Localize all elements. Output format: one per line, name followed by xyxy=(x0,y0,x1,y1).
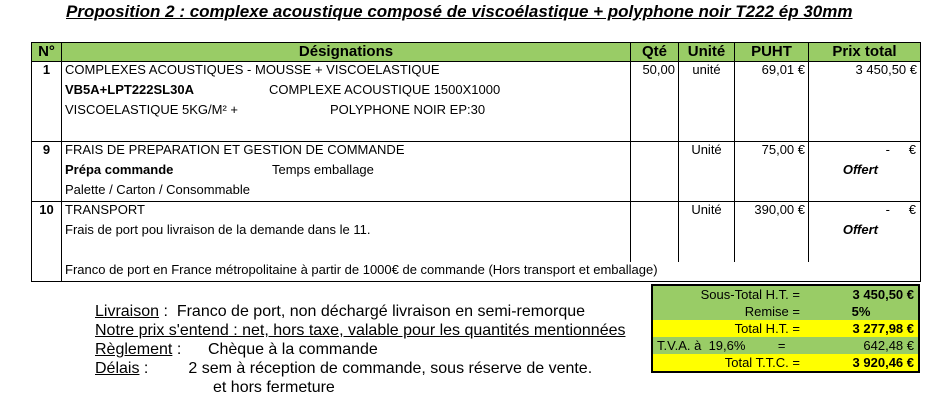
terms-block xyxy=(95,302,625,397)
total-currency: € xyxy=(908,142,916,157)
item-code: VB5A+LPT222SL30A xyxy=(65,81,194,97)
item-sub-description: Temps emballage xyxy=(272,161,374,177)
delais-sep: : xyxy=(139,360,149,377)
reglement-sep: : xyxy=(172,341,182,358)
item-designation: TRANSPORT xyxy=(62,202,631,222)
item-total: 3 450,50 € xyxy=(809,62,921,82)
col-header-unit: Unité xyxy=(679,43,735,62)
item-detail-b: POLYPHONE NOIR EP:30 xyxy=(330,101,486,117)
tva-value: 642,48 € xyxy=(863,338,914,353)
col-header-total: Prix total xyxy=(809,43,921,62)
col-header-designation: Désignations xyxy=(62,43,631,62)
total-ttc-value: 3 920,46 € xyxy=(852,355,914,370)
prix-text: : net, hors taxe, xyxy=(228,322,348,339)
item-number: 10 xyxy=(32,202,62,222)
reglement-text: Chèque à la commande xyxy=(207,341,378,358)
reglement-label: Règlement xyxy=(95,341,173,358)
table-row xyxy=(32,142,921,162)
tva-rate: 19,6% xyxy=(708,338,746,353)
table-row xyxy=(32,222,921,242)
tva-label: T.V.A. à xyxy=(657,338,702,353)
table-row xyxy=(32,202,921,222)
offert-label: Offert xyxy=(809,162,921,182)
table-row xyxy=(32,62,921,82)
terms-livraison xyxy=(95,302,625,321)
col-header-qty: Qté xyxy=(631,43,679,62)
livraison-label: Livraison xyxy=(95,303,160,320)
total-ht-row xyxy=(652,320,919,337)
discount-label: Remise = xyxy=(744,304,800,319)
tva-label-cell xyxy=(652,337,804,354)
item-qty: 50,00 xyxy=(631,62,679,82)
item-puht: 390,00 € xyxy=(735,202,809,222)
total-ttc-row xyxy=(652,354,919,372)
total-ht-value: 3 277,98 € xyxy=(852,321,914,336)
subtotal-label: Sous-Total H.T. = xyxy=(700,287,800,302)
proposal-title: Proposition 2 : complexe acoustique composé de viscoélastique + polyphone noir T222 ép 30mm xyxy=(66,2,853,21)
item-detail-a: VISCOELASTIQUE 5KG/M² + xyxy=(65,101,239,117)
item-detail-line: Palette / Carton / Consommable xyxy=(62,182,631,202)
item-detail-line: Frais de port pou livraison de la demande dans le 11. xyxy=(62,222,631,242)
item-sub-line xyxy=(62,162,631,182)
table-row xyxy=(32,102,921,122)
total-dash: - xyxy=(885,142,890,157)
tva-equals: = xyxy=(777,338,786,353)
total-ttc-label: Total T.T.C. = xyxy=(724,355,800,370)
total-dash: - xyxy=(885,202,890,217)
item-unit: unité xyxy=(679,62,735,82)
table-row xyxy=(32,162,921,182)
item-unit: Unité xyxy=(679,142,735,162)
prix-label: Notre prix s'entend xyxy=(95,322,229,339)
col-header-puht: PUHT xyxy=(735,43,809,62)
table-row xyxy=(32,122,921,142)
item-designation: COMPLEXES ACOUSTIQUES - MOUSSE + VISCOELASTIQUE xyxy=(62,62,631,82)
quote-table xyxy=(31,42,921,282)
delais-label: Délais xyxy=(95,360,140,377)
tva-row xyxy=(652,337,919,354)
terms-delais-2 xyxy=(95,378,625,397)
table-row xyxy=(32,242,921,262)
table-row xyxy=(32,182,921,202)
table-header-row xyxy=(32,43,921,62)
delais-text-2: et hors fermeture xyxy=(213,379,335,396)
item-total xyxy=(809,142,921,162)
item-unit: Unité xyxy=(679,202,735,222)
total-currency: € xyxy=(908,202,916,217)
item-detail-line xyxy=(62,102,631,122)
prix-validity: valable pour les quantités mentionnées xyxy=(347,322,626,339)
totals-box xyxy=(651,284,920,373)
item-puht: 69,01 € xyxy=(735,62,809,82)
item-number: 1 xyxy=(32,62,62,82)
terms-reglement xyxy=(95,340,625,359)
item-detail-line: Franco de port en France métropolitaine à partir de 1000€ de commande (Hors transport et emballage) xyxy=(62,262,921,282)
livraison-sep: : xyxy=(159,303,168,320)
livraison-text: Franco de port, non déchargé livraison en semi-remorque xyxy=(176,303,586,320)
table-row xyxy=(32,262,921,282)
subtotal-value: 3 450,50 € xyxy=(852,287,914,302)
item-number: 9 xyxy=(32,142,62,162)
item-code-description: COMPLEXE ACOUSTIQUE 1500X1000 xyxy=(269,81,501,97)
total-ht-label: Total H.T. = xyxy=(734,321,800,336)
item-designation: FRAIS DE PREPARATION ET GESTION DE COMMANDE xyxy=(62,142,631,162)
col-header-num: N° xyxy=(32,43,62,62)
item-total xyxy=(809,202,921,222)
subtotal-row xyxy=(652,285,919,303)
discount-row xyxy=(652,303,919,320)
item-sub-label: Prépa commande xyxy=(65,161,174,177)
table-row xyxy=(32,82,921,102)
delais-text: 2 sem à réception de commande, sous réserve de vente. xyxy=(188,360,593,377)
offert-label: Offert xyxy=(809,222,921,242)
terms-delais xyxy=(95,359,625,378)
item-puht: 75,00 € xyxy=(735,142,809,162)
terms-prix xyxy=(95,321,625,340)
item-code-line xyxy=(62,82,631,102)
discount-value: 5% xyxy=(851,304,871,319)
